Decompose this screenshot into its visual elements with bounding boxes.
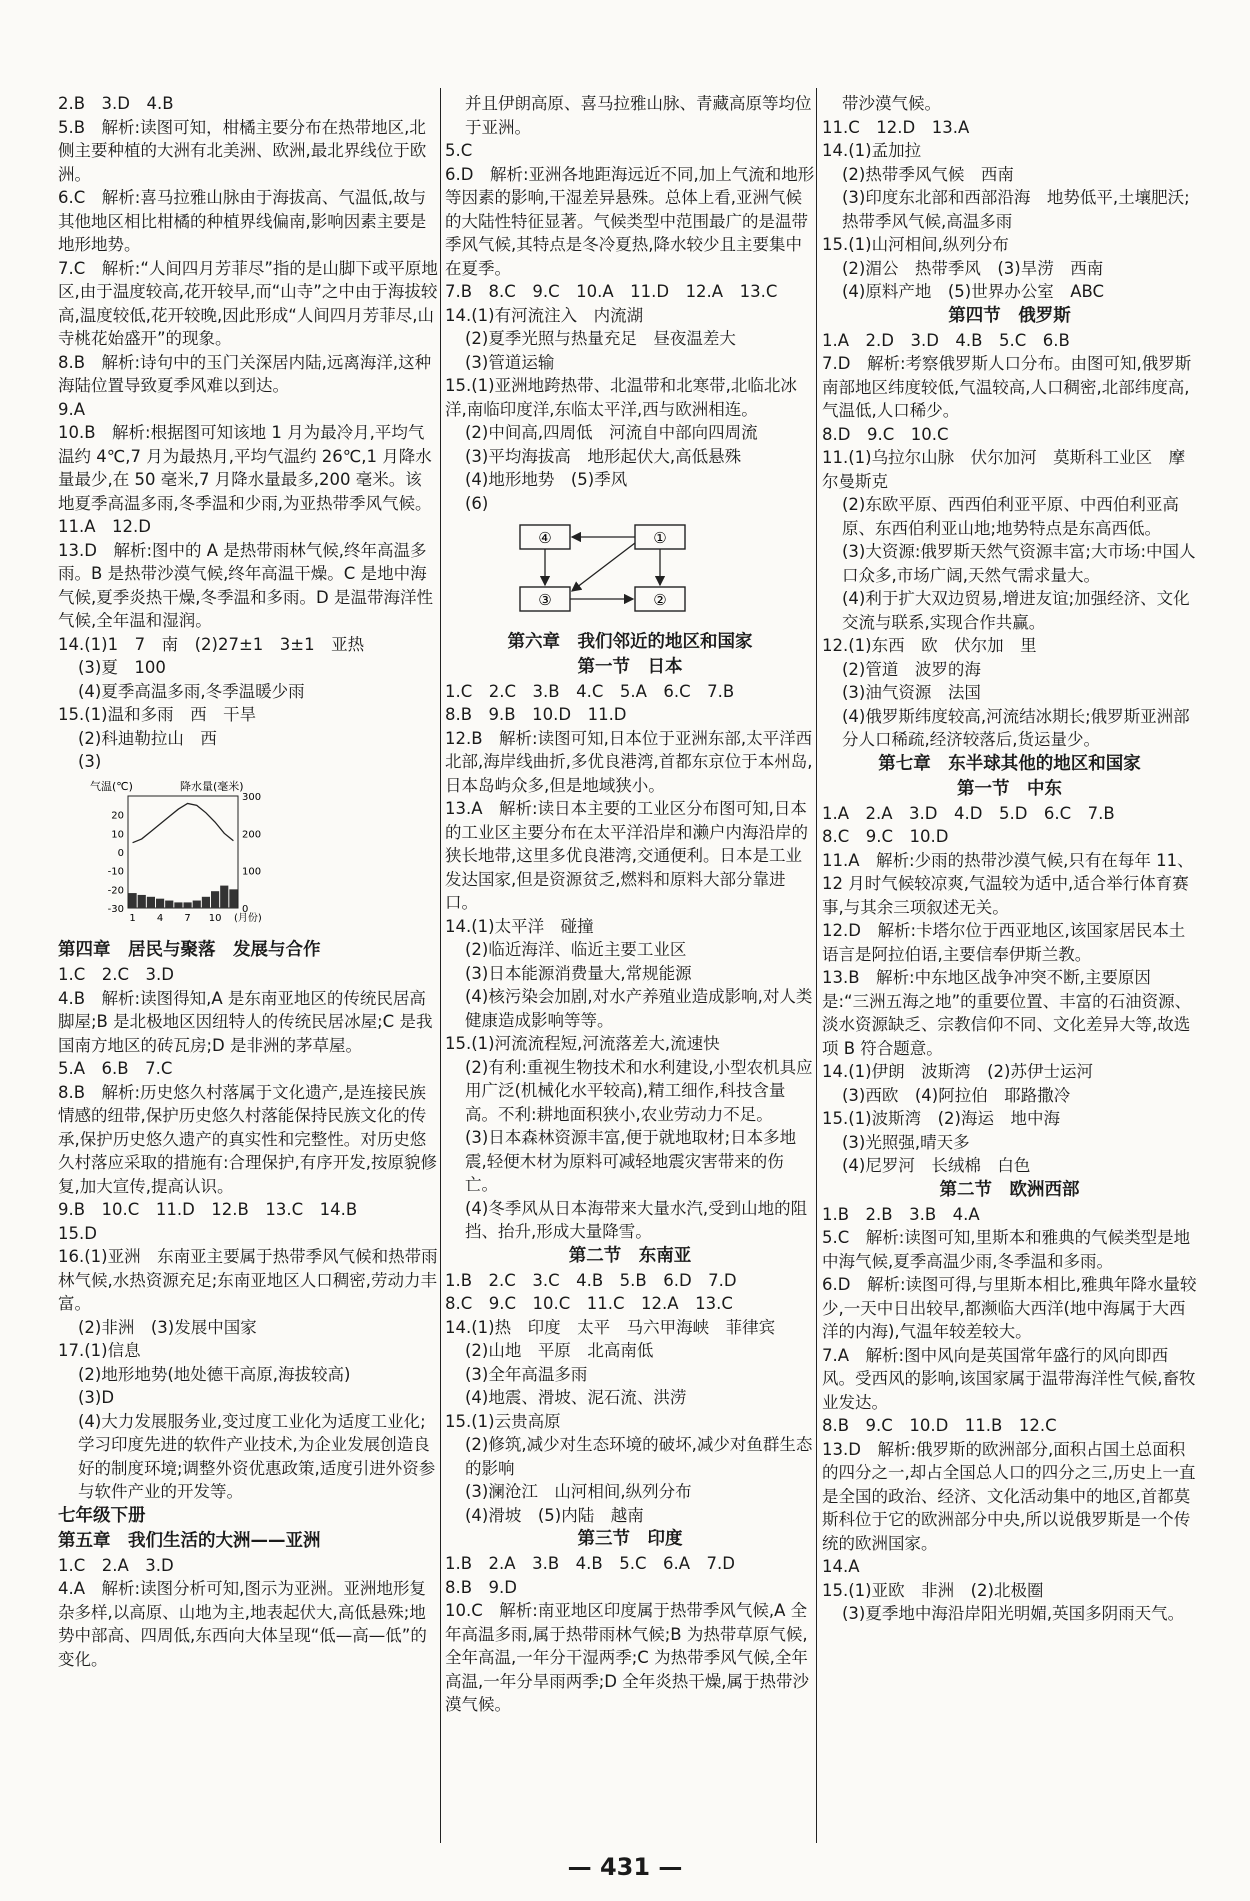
answer-line: (2)地形地势(地处德干高原,海拔较高) [78, 1364, 351, 1384]
answer-line: 8.B 9.D [445, 1577, 518, 1597]
answer-line: 7.C 解析:“人间四月芳菲尽”指的是山脚下或平原地区,由于温度较高,花开较早,而“山寺”之中由于海拔较高,温度较低,花开较晚,因此形成“人间四月芳菲尽,山寺桃花始盛开”的现象。 [58, 258, 438, 348]
precipitation-bar [193, 900, 201, 907]
month-tick: 10 [208, 912, 222, 924]
precipitation-axis-title: 降水量(毫米) [180, 779, 244, 793]
answer-line: 14.(1)孟加拉 [822, 141, 922, 160]
answer-block [822, 329, 1197, 752]
answer-line: 10.C 解析:南亚地区印度属于热带季风气候,A 全年高温多雨,属于热带雨林气候;B 为热带草原气候,全年高温,一年分干湿两季;C 为热带季风气候,全年高温,一年分旱雨两季;D 全年炎热干燥,属于热带沙漠气候。 [445, 1601, 809, 1714]
answer-line: (4)地形地势 (5)季风 [465, 470, 628, 489]
answer-line: 8.B 解析:历史悠久村落属于文化遗产,是连接民族情感的纽带,保护历史悠久村落能保持民族文化的传承,保护历史悠久遗产的真实性和完整性。对历史悠久村落应采取的措施有:合理保护,有序开发,按原貌修复,加大宣传,提高认识。 [58, 1082, 438, 1196]
answer-line: (3)西欧 (4)阿拉伯 耶路撒冷 [842, 1085, 1071, 1105]
answer-block [822, 802, 1197, 1178]
answer-line: (2)湄公 热带季风 (3)旱涝 西南 [842, 258, 1104, 278]
answer-line: 8.C 9.C 10.C 11.C 12.A 13.C [445, 1294, 733, 1313]
answer-line: (3)光照强,晴天多 [842, 1132, 970, 1152]
answer-line: 15.(1)山河相间,纵列分布 [822, 235, 1009, 254]
month-tick: 7 [184, 912, 191, 924]
precipitation-bar [138, 894, 146, 907]
answer-line: 15.D [58, 1223, 97, 1243]
precipitation-bar [129, 893, 137, 908]
answer-line: (2)中间高,四周低 河流自中部向四周流 [465, 423, 758, 442]
month-tick: 4 [156, 912, 164, 924]
precipitation-bar [202, 896, 210, 907]
answer-line: (2)科迪勒拉山 西 [78, 728, 217, 748]
answer-line: (2)热带季风气候 西南 [842, 164, 1014, 184]
answer-line: 2.B 3.D 4.B [58, 94, 174, 113]
precipitation-bar [174, 902, 182, 908]
answer-line: (4)地震、滑坡、泥石流、洪涝 [465, 1388, 687, 1407]
answer-line: 16.(1)亚洲 东南亚主要属于热带季风气候和热带雨林气候,水热资源充足;东南亚地区人口稠密,劳动力丰富。 [58, 1247, 438, 1313]
column-divider [816, 88, 817, 1843]
answer-line: (6) [465, 493, 489, 513]
precipitation-tick: 200 [242, 828, 262, 840]
precipitation-tick: 100 [242, 866, 262, 878]
answer-block [445, 680, 815, 1244]
section-heading: 第二节 欧洲西部 [939, 1179, 1080, 1200]
answer-line: 8.B 9.B 10.D 11.D [445, 705, 627, 724]
answer-line: (4)俄罗斯纬度较高,河流结冰期长;俄罗斯亚洲部分人口稀疏,经济较落后,货运量少。 [842, 706, 1190, 749]
flow-label: ③ [538, 591, 552, 609]
precipitation-bar [229, 889, 237, 908]
answer-line: 8.B 9.C 10.D 11.B 12.C [822, 1416, 1057, 1435]
temperature-axis-title: 气温(℃) [90, 779, 133, 793]
answer-line: 15.(1)亚洲地跨热带、北温带和北寒带,北临北冰洋,南临印度洋,东临太平洋,西与欧洲相连。 [445, 376, 797, 419]
section-heading: 第二节 东南亚 [568, 1245, 692, 1266]
answer-line: (3)全年高温多雨 [465, 1364, 588, 1384]
answer-line: 12.(1)东西 欧 伏尔加 里 [822, 636, 1037, 655]
flow-arrow [572, 543, 635, 591]
answer-line: 10.B 解析:根据图可知该地 1 月为最冷月,平均气温约 4℃,7 月为最热月,平均气温约 26℃,1 月降水量最少,在 50 毫米,7 月降水量最多,200 毫米。该地夏季高温多雨,冬季温和少雨,为亚热带季风气候。 [58, 423, 432, 513]
answer-line: 并且伊朗高原、喜马拉雅山脉、青藏高原等均位于亚洲。 [465, 94, 812, 137]
answer-block [445, 1269, 815, 1528]
answer-line: (2)山地 平原 北高南低 [465, 1341, 654, 1360]
answer-line: 8.B 解析:诗句中的玉门关深居内陆,远离海洋,这种海陆位置导致夏季风难以到达。 [58, 352, 432, 395]
column-middle [445, 92, 815, 1717]
answer-line: (2)修筑,减少对生态环境的破坏,减少对鱼群生态的影响 [465, 1435, 813, 1478]
flow-label: ① [653, 529, 667, 547]
answer-line: (3)平均海拔高 地形起伏大,高低悬殊 [465, 446, 742, 466]
chapter-heading: 第七章 东半球其他的地区和国家 [878, 753, 1141, 774]
answer-line: 14.(1)热 印度 太平 马六甲海峡 菲律宾 [445, 1317, 776, 1337]
volume-heading: 七年级下册 [58, 1505, 146, 1526]
answer-line: 14.(1)1 7 南 (2)27±1 3±1 亚热 [58, 634, 365, 654]
answer-line: 12.B 解析:读图可知,日本位于亚洲东部,太平洋西北部,海岸线曲折,多优良港湾,首都东京位于本州岛,日本岛屿众多,但是地域狭小。 [445, 728, 813, 795]
answer-line: 15.(1)波斯湾 (2)海运 地中海 [822, 1109, 1060, 1128]
answer-line: 7.D 解析:考察俄罗斯人口分布。由图可知,俄罗斯南部地区纬度较低,气温较高,人口稠密,北部纬度高,气温低,人口稀少。 [822, 354, 1192, 420]
answer-line: (2)临近海洋、临近主要工业区 [465, 940, 687, 959]
answer-line: (4)大力发展服务业,变过度工业化为适度工业化;学习印度先进的软件产业技术,为企业发展创造良好的制度环境;调整外资优惠政策,适度引进外资参与软件产业的开发等。 [78, 1411, 436, 1501]
answer-line: 8.D 9.C 10.C [822, 424, 949, 444]
answer-line: 1.B 2.B 3.B 4.A [822, 1204, 980, 1224]
answer-line: 15.(1)温和多雨 西 干旱 [58, 705, 257, 724]
temperature-tick: -30 [107, 903, 124, 915]
answer-line: (3)D [78, 1388, 115, 1407]
answer-block [58, 963, 438, 1504]
section-heading: 第三节 印度 [577, 1529, 683, 1549]
answer-line: 6.C 解析:喜马拉雅山脉由于海拔高、气温低,故与其他地区相比柑橘的种植界线偏南,影响因素主要是地形地势。 [58, 188, 427, 254]
answer-line: (3)日本森林资源丰富,便于就地取材;日本多地震,轻便木材为原料可减轻地震灾害带来的伤亡。 [465, 1128, 797, 1194]
answer-line: (3)日本能源消费量大,常规能源 [465, 963, 692, 983]
answer-line: 7.A 解析:图中风向是英国常年盛行的风向即西风。受西风的影响,该国家属于温带海洋性气候,畜牧业发达。 [822, 1345, 1196, 1412]
answer-line: 1.B 2.A 3.B 4.B 5.C 6.A 7.D [445, 1554, 735, 1573]
answer-line: 1.C 2.C 3.D [58, 965, 174, 984]
temperature-tick: -20 [107, 884, 124, 896]
answer-line: 4.B 解析:读图得知,A 是东南亚地区的传统民居高脚屋;B 是北极地区因纽特人的传统民居冰屋;C 是我国南方地区的砖瓦房;D 是非洲的茅草屋。 [58, 988, 433, 1055]
answer-line: 6.D 解析:读图可得,与里斯本相比,雅典年降水量较少,一天中日出较早,都濒临大西洋(地中海属于大西洋的内海),气温年较差较大。 [822, 1275, 1197, 1341]
column-divider [440, 88, 441, 1843]
answer-line: (2)非洲 (3)发展中国家 [78, 1317, 257, 1337]
answer-line: 14.A [822, 1557, 860, 1576]
answer-line: (4)利于扩大双边贸易,增进友谊;加强经济、文化交流与联系,实现合作共赢。 [842, 589, 1190, 632]
chapter-heading: 第六章 我们邻近的地区和国家 [507, 631, 753, 652]
answer-line: 11.A 解析:少雨的热带沙漠气候,只有在每年 11、12 月时气候较凉爽,气温较为适中,适合举行体育赛事,与其余三项叙述无关。 [822, 850, 1194, 917]
answer-line: 11.C 12.D 13.A [822, 117, 970, 137]
month-tick: 1 [129, 912, 136, 924]
answer-line: 14.(1)有河流注入 内流湖 [445, 305, 644, 325]
flow-diagram [515, 519, 815, 626]
temperature-tick: 0 [117, 847, 124, 859]
answer-line: 13.A 解析:读日本主要的工业区分布图可知,日本的工业区主要分布在太平洋沿岸和濑户内海沿岸的狭长地带,这里多优良港湾,交通便利。日本是工业发达国家,但是资源贫乏,燃料和原料大部分靠进口。 [445, 799, 808, 912]
answer-line: 1.C 2.C 3.B 4.C 5.A 6.C 7.B [445, 681, 735, 701]
answer-line: 17.(1)信息 [58, 1341, 141, 1360]
answer-line: (2)东欧平原、西西伯利亚平原、中西伯利亚高原、东西伯利亚山地;地势特点是东高西低。 [842, 495, 1179, 538]
answer-line: 5.C [445, 141, 473, 160]
answer-line: (4)原料产地 (5)世界办公室 ABC [842, 282, 1105, 301]
flow-label: ④ [538, 529, 552, 547]
answer-line: (3)夏季地中海沿岸阳光明媚,英国多阴雨天气。 [842, 1604, 1185, 1623]
answer-line: (2)夏季光照与热量充足 昼夜温差大 [465, 329, 736, 348]
answer-line: 13.D 解析:俄罗斯的欧洲部分,面积占国土总面积的四分之一,却占全国总人口的四分之三,历史上一直是全国的政治、经济、文化活动集中的地区,首都莫斯科位于它的欧洲部分中央,所以说俄罗斯是一个传统的欧洲国家。 [822, 1439, 1196, 1553]
answer-line: (3)管道运输 [465, 352, 555, 372]
answer-block [822, 1203, 1197, 1626]
chapter-heading: 第五章 我们生活的大洲——亚洲 [58, 1530, 321, 1551]
answer-line: 15.(1)云贵高原 [445, 1411, 561, 1431]
precipitation-bar [156, 898, 164, 907]
answer-block [822, 92, 1197, 304]
precipitation-bar [220, 885, 228, 907]
answer-line: (2)管道 波罗的海 [842, 659, 981, 679]
answer-line: (4)夏季高温多雨,冬季温暖少雨 [78, 681, 305, 701]
temperature-tick: 20 [111, 810, 124, 822]
answer-line: 5.A 6.B 7.C [58, 1059, 173, 1078]
section-heading: 第一节 中东 [957, 778, 1062, 799]
precipitation-tick: 0 [242, 903, 249, 915]
answer-line: 14.(1)太平洋 碰撞 [445, 916, 594, 936]
answer-line: (3) [78, 752, 102, 771]
answer-line: (3)油气资源 法国 [842, 683, 981, 702]
precipitation-bar [211, 891, 219, 908]
answer-line: 1.C 2.A 3.D [58, 1555, 174, 1575]
answer-line: 带沙漠气候。 [842, 94, 941, 113]
answer-line: 5.B 解析:读图可知，柑橘主要分布在热带地区,北侧主要种植的大洲有北美洲、欧洲,最北界线位于欧洲。 [58, 117, 427, 184]
answer-line: (3)大资源:俄罗斯天然气资源丰富;大市场:中国人口众多,市场广阔,天然气需求量大。 [842, 542, 1196, 585]
temperature-tick: 10 [111, 828, 124, 840]
answer-line: (4)滑坡 (5)内陆 越南 [465, 1505, 644, 1525]
answer-line: (2)有利:重视生物技术和水利建设,小型农机具应用广泛(机械化水平较高),精工细作,科技含量高。不利:耕地面积狭小,农业劳动力不足。 [465, 1057, 813, 1124]
precipitation-bar [165, 900, 173, 907]
precipitation-bar [184, 902, 192, 908]
answer-line: (3)夏 100 [78, 658, 166, 677]
page-number: — 431 — [567, 1853, 683, 1881]
answer-line: (4)核污染会加剧,对水产养殖业造成影响,对人类健康造成影响等等。 [465, 987, 813, 1030]
answer-line: 5.C 解析:读图可知,里斯本和雅典的气候类型是地中海气候,夏季高温少雨,冬季温和多雨。 [822, 1228, 1191, 1271]
answer-line: 4.A 解析:读图分析可知,图示为亚洲。亚洲地形复杂多样,以高原、山地为主,地表起伏大,高低悬殊;地势中部高、四周低,东西向大体呈现“低—高—低”的变化。 [58, 1579, 427, 1669]
month-axis-unit: (月份) [234, 912, 262, 924]
answer-line: 7.B 8.C 9.C 10.A 11.D 12.A 13.C [445, 282, 778, 301]
answer-line: 1.A 2.A 3.D 4.D 5.D 6.C 7.B [822, 803, 1115, 823]
answer-line: (3)澜沧江 山河相间,纵列分布 [465, 1482, 692, 1501]
answer-line: (3)印度东北部和西部沿海 地势低平,土壤肥沃;热带季风气候,高温多雨 [842, 188, 1190, 231]
answer-line: 15.(1)亚欧 非洲 (2)北极圈 [822, 1580, 1044, 1600]
temperature-line [133, 803, 234, 842]
section-heading: 第四节 俄罗斯 [948, 305, 1071, 326]
answer-block [58, 92, 438, 774]
answer-line: 13.B 解析:中东地区战争冲突不断,主要原因是:“三洲五海之地”的重要位置、丰富的石油资源、淡水资源缺乏、宗教信仰不同、文化差异大等,故选项 B 符合题意。 [822, 968, 1192, 1058]
answer-line: 13.D 解析:图中的 A 是热带雨林气候,终年高温多雨。B 是热带沙漠气候,终年高温干燥。C 是地中海气候,夏季炎热干燥,冬季温和多雨。D 是温带海洋性气候,全年温和湿润。 [58, 540, 433, 630]
answer-line: 11.A 12.D [58, 517, 151, 536]
answer-line: 9.B 10.C 11.D 12.B 13.C 14.B [58, 1200, 358, 1219]
column-left [58, 92, 438, 1671]
answer-line: 12.D 解析:卡塔尔位于西亚地区,该国家居民本土语言是阿拉伯语,主要信奉伊斯兰教。 [822, 921, 1186, 964]
section-heading: 第一节 日本 [577, 656, 683, 677]
precipitation-tick: 300 [242, 791, 262, 803]
answer-line: 14.(1)伊朗 波斯湾 (2)苏伊士运河 [822, 1062, 1093, 1081]
climate-chart [88, 778, 438, 935]
answer-line: (4)尼罗河 长绒棉 白色 [842, 1156, 1031, 1175]
answer-line: 8.C 9.C 10.D [822, 827, 949, 846]
answer-line: 1.A 2.D 3.D 4.B 5.C 6.B [822, 330, 1070, 350]
precipitation-bar [147, 896, 155, 907]
answer-line: 6.D 解析:亚洲各地距海远近不同,加上气流和地形等因素的影响,干湿差异悬殊。总体上看,亚洲气候的大陆性特征显著。气候类型中范围最广的是温带季风气候,其特点是冬冷夏热,降水较少且主要集中在夏季。 [445, 164, 815, 278]
column-right [822, 92, 1197, 1626]
flow-label: ② [653, 591, 667, 609]
answer-line: 15.(1)河流流程短,河流落差大,流速快 [445, 1034, 720, 1053]
temperature-tick: -10 [107, 866, 124, 878]
chapter-heading: 第四章 居民与聚落 发展与合作 [58, 940, 321, 960]
answer-block [445, 92, 815, 515]
answer-block [58, 1554, 438, 1672]
answer-block [445, 1552, 815, 1717]
answer-line: 9.A [58, 399, 86, 419]
answer-line: 1.B 2.C 3.C 4.B 5.B 6.D 7.D [445, 1270, 737, 1290]
answer-line: 11.(1)乌拉尔山脉 伏尔加河 莫斯科工业区 摩尔曼斯克 [822, 448, 1186, 491]
answer-line: (4)冬季风从日本海带来大量水汽,受到山地的阻挡、抬升,形成大量降雪。 [465, 1198, 808, 1241]
